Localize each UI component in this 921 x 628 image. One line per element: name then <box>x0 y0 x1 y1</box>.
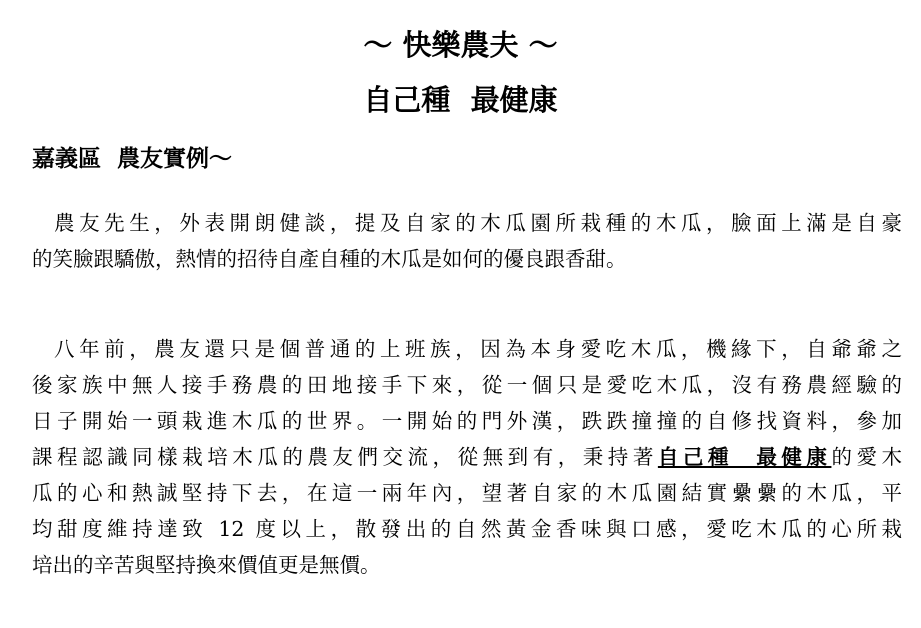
paragraph-2-line-1: 八年前，農友還只是個普通的上班族，因為本身愛吃木瓜，機緣下，自爺爺之 <box>54 337 902 361</box>
paragraph-1-line-1: 農友先生，外表開朗健談，提及自家的木瓜園所栽種的木瓜，臉面上滿是自豪 <box>54 211 902 235</box>
paragraph-2-line-4-text-after: 的愛木 <box>831 445 903 469</box>
paragraph-2-line-6: 均甜度維持達致 12 度以上，散發出的自然黃金香味與口感，愛吃木瓜的心所栽 <box>32 517 902 541</box>
paragraph-2-line-3: 日子開始一頭栽進木瓜的世界。一開始的門外漢，跌跌撞撞的自修找資料，參加 <box>32 409 902 433</box>
document-title-line2: 自己種 最健康 <box>363 83 558 117</box>
paragraph-2-line-4 <box>32 439 902 475</box>
paragraph-2-line-7: 培出的辛苦與堅持換來價值更是無價。 <box>32 553 381 577</box>
paragraph-1 <box>32 205 902 277</box>
paragraph-1-line-2: 的笑臉跟驕傲，熱情的招待自產自種的木瓜是如何的優良跟香甜。 <box>32 247 627 271</box>
emphasis-slogan: 自己種 最健康 <box>657 445 832 469</box>
paragraph-2-line-4-text-before: 課程認識同樣栽培木瓜的農友們交流，從無到有，秉持著 <box>32 445 658 469</box>
paragraph-2-line-2: 後家族中無人接手務農的田地接手下來，從一個只是愛吃木瓜，沒有務農經驗的 <box>32 373 902 397</box>
paragraph-2-line-5: 瓜的心和熱誠堅持下去，在這一兩年內，望著自家的木瓜園結實纍纍的木瓜，平 <box>32 481 902 505</box>
paragraph-2 <box>32 331 902 583</box>
document-title-line1: ～ 快樂農夫 ～ <box>363 28 558 62</box>
section-heading: 嘉義區 農友實例～ <box>32 146 233 172</box>
